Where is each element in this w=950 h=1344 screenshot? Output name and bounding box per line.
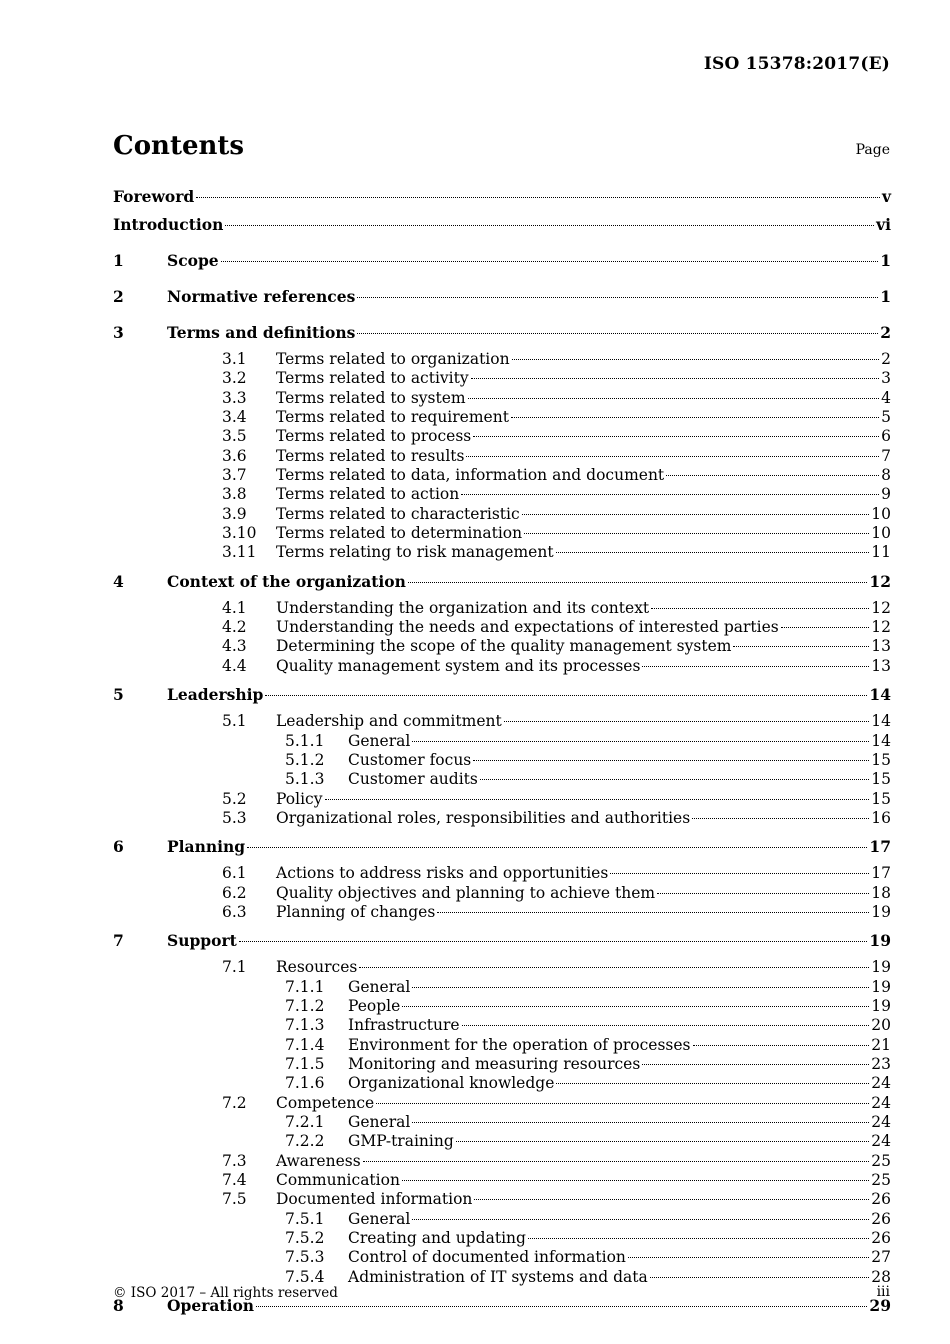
toc-entry[interactable] — [113, 903, 891, 922]
dot-leader — [471, 377, 880, 379]
toc-entry-number: 5.3 — [222, 808, 247, 827]
toc-entry-title[interactable]: Terms related to data, information and document — [276, 466, 665, 485]
dot-leader — [325, 798, 870, 800]
toc-entry-page[interactable]: 14 — [871, 712, 891, 731]
dot-leader — [556, 1082, 869, 1084]
toc-entry-title[interactable]: Planning — [167, 837, 246, 857]
toc-entry-title[interactable]: Planning of changes — [276, 902, 436, 921]
toc-entry-title[interactable]: Organizational knowledge — [348, 1074, 555, 1093]
toc-entry-title[interactable]: Terms and definitions — [167, 323, 356, 342]
toc-entry-number: 4.4 — [222, 656, 247, 675]
dot-leader — [556, 551, 870, 553]
toc-group-gap — [113, 676, 891, 684]
toc-entry-title[interactable]: General — [348, 1113, 411, 1131]
toc-entry-title[interactable]: Terms related to activity — [276, 369, 469, 388]
toc-entry-title[interactable]: General — [348, 1209, 411, 1228]
toc-entry[interactable] — [113, 1094, 891, 1113]
toc-entry-page[interactable]: 15 — [871, 750, 891, 769]
toc-entry-page[interactable]: 24 — [871, 1093, 891, 1112]
toc-entry[interactable] — [113, 751, 891, 770]
toc-entry[interactable] — [113, 466, 891, 485]
dot-leader — [363, 1160, 870, 1162]
dot-leader — [437, 911, 869, 913]
toc-entry-title[interactable]: Operation — [167, 1296, 255, 1316]
dot-leader — [666, 474, 879, 476]
dot-leader — [650, 1276, 870, 1278]
toc-entry[interactable] — [113, 369, 891, 388]
toc-entry-page[interactable]: vi — [876, 215, 891, 234]
toc-entry[interactable] — [113, 997, 891, 1016]
dot-leader — [412, 1218, 869, 1220]
dot-leader — [504, 720, 870, 722]
toc-entry-number: 5 — [113, 685, 124, 705]
toc-entry-number: 4.1 — [222, 598, 247, 617]
dot-leader — [239, 940, 868, 942]
dot-leader — [466, 455, 879, 457]
toc-entry-number: 7.1.1 — [285, 977, 325, 996]
toc-entry-number: 5.2 — [222, 789, 247, 808]
toc-group-gap — [113, 828, 891, 836]
toc-entry-number: 6.3 — [222, 902, 247, 921]
toc-entry[interactable] — [113, 684, 891, 712]
toc-group-gap — [113, 563, 891, 571]
toc-entry-number: 7.1.2 — [285, 996, 325, 1015]
dot-leader — [456, 1140, 870, 1142]
toc-entry-title[interactable]: Documented information — [276, 1190, 473, 1209]
toc-entry-number: 3.4 — [222, 408, 247, 427]
dot-leader — [412, 740, 869, 742]
toc-entry-title[interactable]: Awareness — [276, 1151, 361, 1170]
toc-entry-number: 7.5.1 — [285, 1209, 325, 1228]
toc-entry-page[interactable]: 14 — [869, 685, 891, 705]
toc-entry-page[interactable]: 11 — [871, 543, 891, 562]
toc-entry-title[interactable]: Understanding the needs and expectations of interested parties — [276, 618, 779, 637]
toc-entry-page[interactable]: 19 — [869, 931, 891, 951]
toc-entry-page[interactable]: 2 — [881, 350, 891, 368]
toc-entry-page[interactable]: 15 — [871, 789, 891, 808]
toc-entry-page[interactable]: 26 — [871, 1209, 891, 1228]
toc-entry-title[interactable]: People — [348, 996, 401, 1015]
toc-entry-title[interactable]: Terms related to determination — [276, 524, 523, 543]
toc-entry-page[interactable]: 24 — [871, 1132, 891, 1151]
toc-entry-number: 3.8 — [222, 485, 247, 504]
toc-entry-page[interactable]: 19 — [871, 902, 891, 921]
toc-entry-number: 7.5.4 — [285, 1267, 325, 1286]
toc-entry-title[interactable]: Introduction — [113, 215, 224, 234]
toc-entry[interactable] — [113, 447, 891, 466]
toc-entry-page[interactable]: 25 — [871, 1171, 891, 1190]
toc-entry[interactable] — [113, 1055, 891, 1074]
toc-entry[interactable] — [113, 637, 891, 656]
dot-leader — [480, 778, 869, 780]
toc-entry-title[interactable]: Control of documented information — [348, 1248, 626, 1267]
toc-group-gap — [113, 278, 891, 286]
page-number-footer: iii — [876, 1284, 890, 1300]
toc-entry-number: 7.1.6 — [285, 1074, 325, 1093]
toc-group-gap — [113, 242, 891, 250]
toc-entry-title[interactable]: Quality management system and its processes — [276, 656, 641, 675]
toc-entry[interactable] — [113, 427, 891, 446]
toc-entry-page[interactable]: 12 — [871, 618, 891, 637]
toc-entry[interactable] — [113, 571, 891, 599]
toc-entry-number: 5.1.2 — [285, 750, 325, 769]
toc-entry-page[interactable]: 13 — [871, 656, 891, 675]
toc-entry-title[interactable]: Monitoring and measuring resources — [348, 1054, 641, 1073]
toc-entry-number: 5.1.1 — [285, 731, 325, 750]
dot-leader — [221, 260, 879, 262]
toc-entry-number: 7.1 — [222, 958, 247, 977]
dot-leader — [733, 645, 869, 647]
toc-entry-number: 4 — [113, 571, 124, 591]
toc-entry-page[interactable]: 23 — [871, 1054, 891, 1073]
toc-entry-page[interactable]: 19 — [871, 996, 891, 1015]
toc-entry-title[interactable]: Infrastructure — [348, 1016, 460, 1035]
toc-entry[interactable] — [113, 1190, 891, 1209]
toc-entry-number: 3 — [113, 323, 124, 342]
dot-leader — [642, 1063, 869, 1065]
toc-entry-number: 7.1.5 — [285, 1054, 325, 1073]
toc-entry-page[interactable]: 29 — [869, 1296, 891, 1316]
dot-leader — [462, 1024, 870, 1026]
toc-entry[interactable] — [113, 1036, 891, 1055]
dot-leader — [196, 196, 880, 198]
toc-entry[interactable] — [113, 322, 891, 350]
dot-leader — [781, 626, 870, 628]
toc-entry-title[interactable]: Terms related to results — [276, 446, 465, 465]
toc-entry-page[interactable]: 21 — [871, 1035, 891, 1054]
toc-entry-number: 7.5.3 — [285, 1248, 325, 1267]
dot-leader — [408, 581, 868, 583]
toc-entry[interactable] — [113, 543, 891, 562]
dot-leader — [461, 493, 879, 495]
toc-entry-page[interactable]: 5 — [881, 408, 891, 427]
toc-entry-page[interactable]: 17 — [871, 864, 891, 883]
toc-entry-number: 3.5 — [222, 427, 247, 446]
toc-entry[interactable] — [113, 884, 891, 903]
toc-entry-number: 3.6 — [222, 446, 247, 465]
toc-entry-page[interactable]: 7 — [881, 446, 891, 465]
toc-entry[interactable] — [113, 958, 891, 977]
dot-leader — [474, 1198, 869, 1200]
toc-entry-number: 3.7 — [222, 466, 247, 485]
dot-leader — [610, 872, 869, 874]
toc-entry-number: 6.2 — [222, 883, 247, 902]
toc-entry-page[interactable]: 19 — [871, 977, 891, 996]
toc-entry-title[interactable]: General — [348, 731, 411, 750]
toc-entry-number: 5.1 — [222, 712, 247, 731]
toc-entry-number: 7.5 — [222, 1190, 247, 1209]
toc-entry[interactable] — [113, 864, 891, 883]
toc-entry[interactable] — [113, 389, 891, 408]
toc-entry-page[interactable]: 12 — [871, 598, 891, 617]
toc-entry-page[interactable]: v — [881, 187, 891, 206]
toc-entry-title[interactable]: General — [348, 977, 411, 996]
toc-entry[interactable] — [113, 286, 891, 314]
dot-leader — [225, 224, 874, 226]
toc-entry-title[interactable]: Leadership — [167, 685, 264, 705]
toc-entry-title[interactable]: Policy — [276, 789, 323, 808]
toc-entry[interactable] — [113, 790, 891, 809]
toc-entry-title[interactable]: Creating and updating — [348, 1229, 526, 1248]
toc-entry-page[interactable]: 9 — [881, 485, 891, 504]
toc-group-gap — [113, 922, 891, 930]
toc-entry-number: 8 — [113, 1296, 124, 1316]
toc-entry[interactable] — [113, 1171, 891, 1190]
dot-leader — [402, 1005, 869, 1007]
toc-entry[interactable] — [113, 1210, 891, 1229]
toc-entry[interactable] — [113, 408, 891, 427]
toc-entry-title[interactable]: Environment for the operation of processes — [348, 1035, 691, 1054]
toc-entry-number: 7.1.3 — [285, 1016, 325, 1035]
toc-entry-title[interactable]: Terms relating to risk management — [276, 543, 554, 562]
toc-entry[interactable] — [113, 186, 891, 214]
toc-entry-title[interactable]: Customer audits — [348, 770, 478, 789]
toc-entry-title[interactable]: Terms related to characteristic — [276, 504, 520, 523]
toc-entry[interactable] — [113, 505, 891, 524]
toc-entry[interactable] — [113, 1248, 891, 1267]
dot-leader — [524, 532, 869, 534]
toc-entry-title[interactable]: Terms related to requirement — [276, 408, 509, 427]
toc-entry-title[interactable]: Customer focus — [348, 750, 472, 769]
toc-group-gap — [113, 314, 891, 322]
toc-entry-page[interactable]: 15 — [871, 770, 891, 789]
toc-entry-number: 7.4 — [222, 1171, 247, 1190]
toc-entry-number: 4.3 — [222, 637, 247, 656]
toc-entry-title[interactable]: Support — [167, 931, 237, 951]
toc-entry-number: 1 — [113, 251, 124, 270]
toc-entry-title[interactable]: Actions to address risks and opportunities — [276, 864, 609, 883]
toc-entry-page[interactable]: 8 — [881, 466, 891, 485]
toc-entry-page[interactable]: 25 — [871, 1151, 891, 1170]
toc-entry-number: 7 — [113, 931, 124, 951]
toc-entry-number: 7.3 — [222, 1151, 247, 1170]
dot-leader — [412, 986, 869, 988]
toc-entry-number: 3.10 — [222, 524, 257, 543]
toc-entry[interactable] — [113, 770, 891, 789]
toc-entry[interactable] — [113, 214, 891, 242]
toc-entry-number: 6.1 — [222, 864, 247, 883]
toc-entry[interactable] — [113, 1113, 891, 1132]
toc-entry-title[interactable]: Resources — [276, 958, 358, 977]
toc-entry-number: 3.1 — [222, 350, 247, 368]
toc-entry-title[interactable]: Competence — [276, 1093, 375, 1112]
toc-entry-page[interactable]: 2 — [880, 323, 891, 342]
toc-entry[interactable] — [113, 978, 891, 997]
toc-entry-page[interactable]: 6 — [881, 427, 891, 446]
dot-leader — [693, 1044, 870, 1046]
toc-entry-page[interactable]: 24 — [871, 1074, 891, 1093]
toc-entry-title[interactable]: Terms related to process — [276, 427, 472, 446]
toc-entry-page[interactable]: 1 — [880, 251, 891, 270]
toc-entry-number: 7.2 — [222, 1093, 247, 1112]
table-of-contents — [113, 186, 891, 1323]
dot-leader — [265, 694, 867, 696]
document-code-header: ISO 15378:2017(E) — [703, 54, 890, 74]
dot-leader — [473, 759, 869, 761]
toc-entry-number: 7.5.2 — [285, 1229, 325, 1248]
toc-entry-title[interactable]: Context of the organization — [167, 571, 406, 591]
dot-leader — [642, 665, 869, 667]
toc-entry-number: 3.11 — [222, 543, 257, 562]
dot-leader — [359, 966, 869, 968]
toc-entry-page[interactable]: 27 — [871, 1248, 891, 1267]
toc-title-row — [113, 131, 890, 165]
toc-entry-page[interactable]: 3 — [881, 369, 891, 388]
dot-leader — [468, 397, 880, 399]
dot-leader — [512, 358, 880, 360]
toc-entry[interactable] — [113, 809, 891, 828]
toc-entry[interactable] — [113, 250, 891, 278]
toc-entry-page[interactable]: 14 — [871, 731, 891, 750]
dot-leader — [473, 435, 879, 437]
toc-entry-number: 7.2.2 — [285, 1132, 325, 1151]
toc-entry-number: 3.9 — [222, 504, 247, 523]
toc-entry-title[interactable]: Communication — [276, 1171, 400, 1190]
toc-entry[interactable] — [113, 618, 891, 637]
toc-entry[interactable] — [113, 712, 891, 731]
toc-entry-title[interactable]: Terms related to system — [276, 388, 466, 407]
dot-leader — [412, 1121, 869, 1123]
toc-entry[interactable] — [113, 1152, 891, 1171]
toc-entry-page[interactable]: 10 — [871, 504, 891, 523]
toc-entry[interactable] — [113, 657, 891, 676]
toc-entry[interactable] — [113, 930, 891, 958]
dot-leader — [357, 332, 878, 334]
toc-entry[interactable] — [113, 732, 891, 751]
toc-entry[interactable] — [113, 1016, 891, 1035]
toc-entry[interactable] — [113, 485, 891, 504]
dot-leader — [402, 1179, 869, 1181]
toc-entry[interactable] — [113, 350, 891, 369]
dot-leader — [692, 817, 869, 819]
dot-leader — [357, 296, 878, 298]
toc-entry-page[interactable]: 1 — [880, 287, 891, 306]
page-column-label: Page — [855, 142, 890, 158]
dot-leader — [528, 1237, 869, 1239]
toc-entry-title[interactable]: Terms related to action — [276, 485, 460, 504]
toc-entry-page[interactable]: 24 — [871, 1113, 891, 1131]
toc-entry-title[interactable]: Quality objectives and planning to achieve them — [276, 883, 656, 902]
toc-entry[interactable] — [113, 524, 891, 543]
toc-entry-title[interactable]: Organizational roles, responsibilities and authorities — [276, 808, 691, 827]
dot-leader — [628, 1256, 869, 1258]
toc-entry-number: 4.2 — [222, 618, 247, 637]
toc-entry-page[interactable]: 26 — [871, 1229, 891, 1248]
toc-entry-title[interactable]: Leadership and commitment — [276, 712, 502, 731]
toc-entry-page[interactable]: 12 — [869, 571, 891, 591]
toc-entry-number: 3.2 — [222, 369, 247, 388]
toc-entry-page[interactable]: 26 — [871, 1190, 891, 1209]
toc-entry[interactable] — [113, 1074, 891, 1093]
dot-leader — [256, 1305, 867, 1307]
toc-entry-number: 7.1.4 — [285, 1035, 325, 1054]
toc-entry-page[interactable]: 28 — [871, 1267, 891, 1286]
dot-leader — [511, 416, 879, 418]
toc-entry-title[interactable]: Administration of IT systems and data — [348, 1267, 648, 1286]
toc-entry[interactable] — [113, 1229, 891, 1248]
toc-entry-page[interactable]: 13 — [871, 637, 891, 656]
toc-entry-number: 6 — [113, 837, 124, 857]
toc-entry-number: 5.1.3 — [285, 770, 325, 789]
toc-entry-number: 7.2.1 — [285, 1113, 325, 1131]
toc-entry-page[interactable]: 20 — [871, 1016, 891, 1035]
toc-entry-page[interactable]: 16 — [871, 808, 891, 827]
toc-entry-title[interactable]: Foreword — [113, 187, 195, 206]
dot-leader — [247, 846, 867, 848]
toc-entry[interactable] — [113, 1132, 891, 1151]
dot-leader — [376, 1102, 869, 1104]
dot-leader — [651, 607, 869, 609]
toc-entry-page[interactable]: 19 — [871, 958, 891, 977]
toc-entry-number: 2 — [113, 287, 124, 306]
toc-entry-page[interactable]: 18 — [871, 883, 891, 902]
toc-title: Contents — [113, 131, 245, 161]
toc-entry-number: 3.3 — [222, 388, 247, 407]
dot-leader — [522, 513, 870, 515]
toc-entry-title[interactable]: Determining the scope of the quality management system — [276, 637, 732, 656]
toc-entry-title[interactable]: GMP-training — [348, 1132, 454, 1151]
toc-entry-title[interactable]: Scope — [167, 251, 219, 270]
toc-entry-title[interactable]: Normative references — [167, 287, 356, 306]
toc-entry-title[interactable]: Understanding the organization and its context — [276, 598, 650, 617]
toc-entry[interactable] — [113, 836, 891, 864]
copyright-footer: © ISO 2017 – All rights reserved — [113, 1285, 338, 1301]
dot-leader — [657, 892, 869, 894]
toc-entry-page[interactable]: 10 — [871, 524, 891, 543]
toc-entry-page[interactable]: 4 — [881, 388, 891, 407]
toc-entry-page[interactable]: 17 — [869, 837, 891, 857]
toc-entry[interactable] — [113, 599, 891, 618]
toc-entry-title[interactable]: Terms related to organization — [276, 350, 510, 368]
